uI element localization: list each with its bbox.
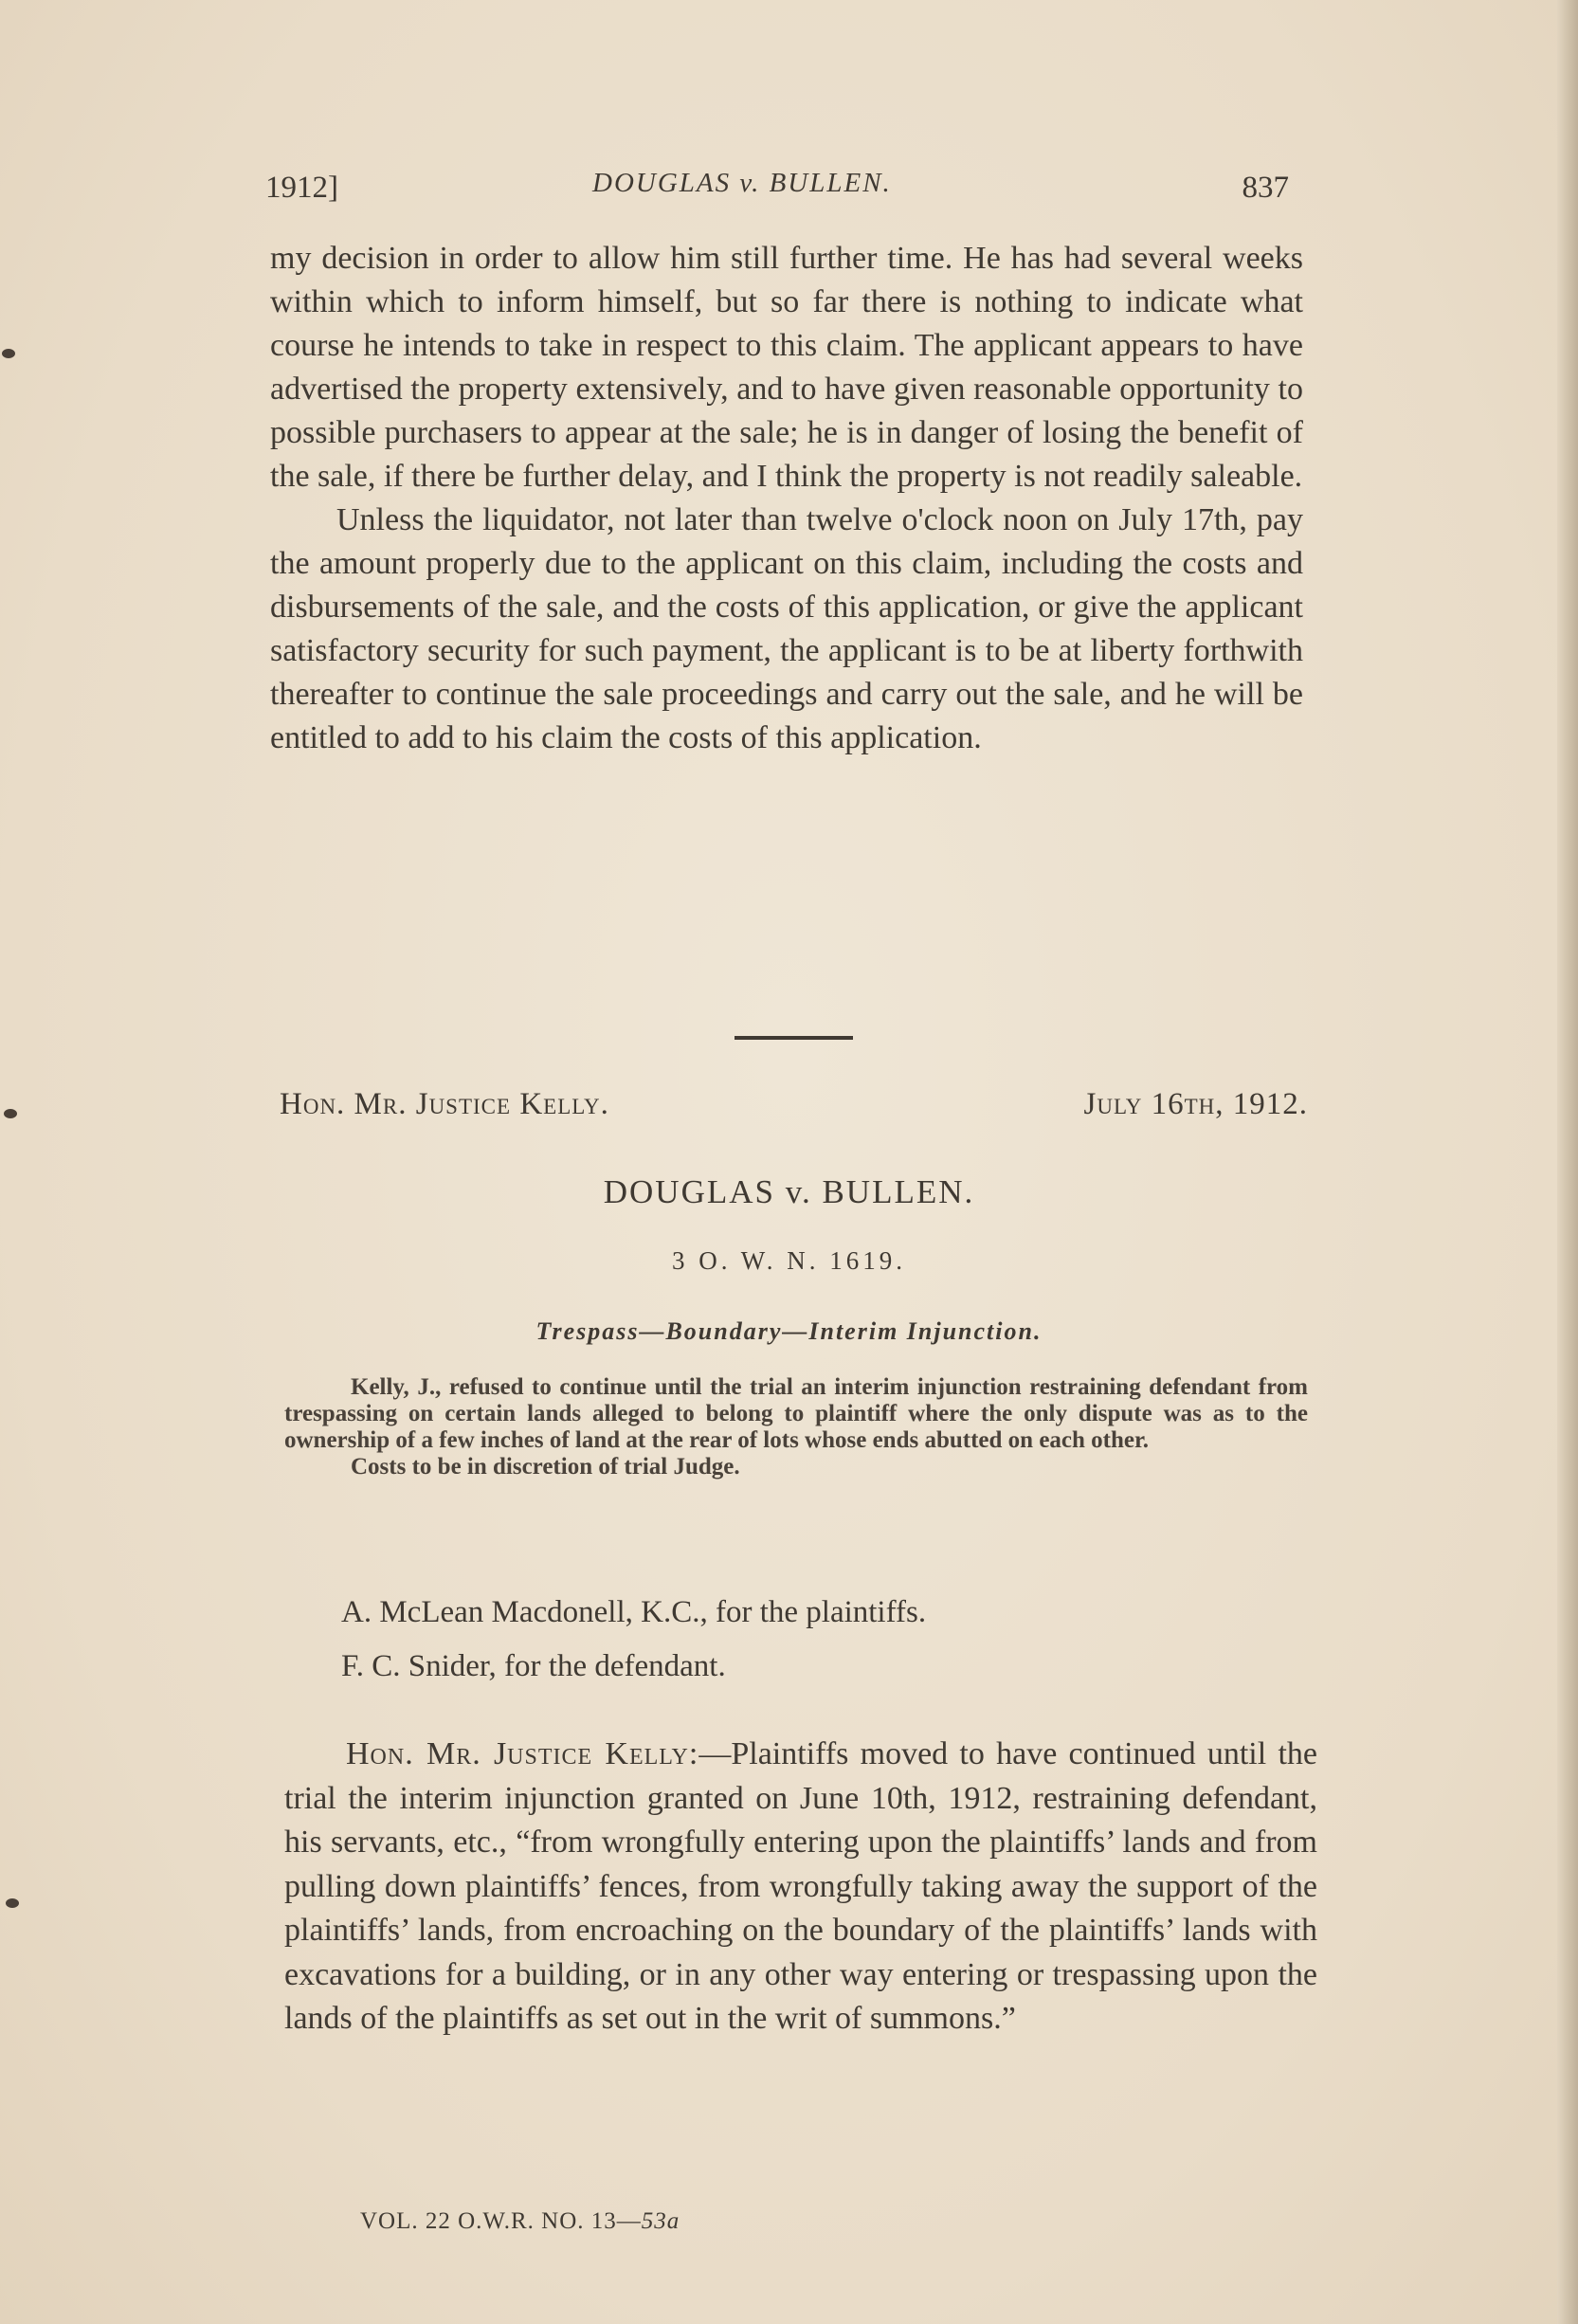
signature-mark: 53a <box>641 2208 680 2234</box>
binding-mark <box>6 1898 19 1908</box>
signature-text: VOL. 22 O.W.R. NO. 13— <box>360 2208 642 2234</box>
paragraph: Unless the liquidator, not later than twelve o'clock noon on July 17th, pay the amount properly due to the applicant on this claim, including the costs and disbursements of the sale, and the costs of this application, or give the applicant satisfactory security for such payment, the applicant is to be at liberty forthwith thereafter to continue the sale proceedings and carry out the sale, and he will be entitled to add to his claim the costs of this application. <box>270 502 1303 755</box>
paragraph: my decision in order to allow him still further time. He has had several weeks within which to inform himself, but so far there is nothing to indicate what course he intends to take in respect to this claim. The applicant appears to have advertised the property extensively, and to have given reasonable opportunity to possible purchasers to appear at the sale; he is in danger of losing the benefit of the sale, if there be further delay, and I think the property is not readily saleable. <box>270 241 1303 494</box>
case-topic: Trespass—Boundary—Interim Injunction. <box>535 1317 1043 1345</box>
running-title: DOUGLAS v. BULLEN. <box>592 168 892 198</box>
case-header-line <box>280 1087 1308 1122</box>
previous-case-text <box>270 237 1303 760</box>
binding-mark <box>4 1109 17 1118</box>
headnote-text: Kelly, J., refused to continue until the trial an interim injunction restraining defendant from trespassing on certain lands alleged to belong to plaintiff where the only dispute was as to the ownership of a few inches of land at the rear of lots whose ends abutted on each other. <box>284 1374 1308 1453</box>
counsel-defendant: F. C. Snider, for the defendant. <box>341 1649 726 1683</box>
running-header <box>265 168 1289 218</box>
decision-date: July 16th, 1912. <box>1083 1087 1308 1121</box>
opinion-speaker: Hon. Mr. Justice Kelly: <box>346 1736 699 1771</box>
counsel-plaintiffs: A. McLean Macdonell, K.C., for the plaintiffs. <box>341 1595 927 1629</box>
case-title: DOUGLAS v. BULLEN. <box>603 1173 975 1210</box>
headnote-costs: Costs to be in discretion of trial Judge. <box>351 1454 740 1480</box>
header-year: 1912] <box>265 171 338 205</box>
page-edge <box>1557 0 1578 2324</box>
judge-name: Hon. Mr. Justice Kelly. <box>280 1087 609 1121</box>
printer-signature <box>360 2208 680 2235</box>
opinion <box>284 1733 1317 2042</box>
headnote <box>284 1374 1308 1480</box>
binding-mark <box>2 349 15 358</box>
page-number: 837 <box>1242 171 1289 205</box>
opinion-text: —Plaintiffs moved to have continued until the trial the interim injunction granted on June 10th, 1912, restraining defendant, his servants, etc., “from wrongfully entering upon the plaintiffs’ lands and from pulling down plaintiffs’ fences, from wrongfully taking away the support of the plaintiffs’ lands, from encroaching on the boundary of the plaintiffs’ lands with excavations for a building, or in any other way entering or trespassing upon the lands of the plaintiffs as set out in the writ of summons.” <box>284 1736 1317 2036</box>
opinion-paragraph <box>284 1733 1317 2042</box>
case-citation: 3 O. W. N. 1619. <box>671 1246 906 1275</box>
section-divider <box>735 1036 853 1040</box>
